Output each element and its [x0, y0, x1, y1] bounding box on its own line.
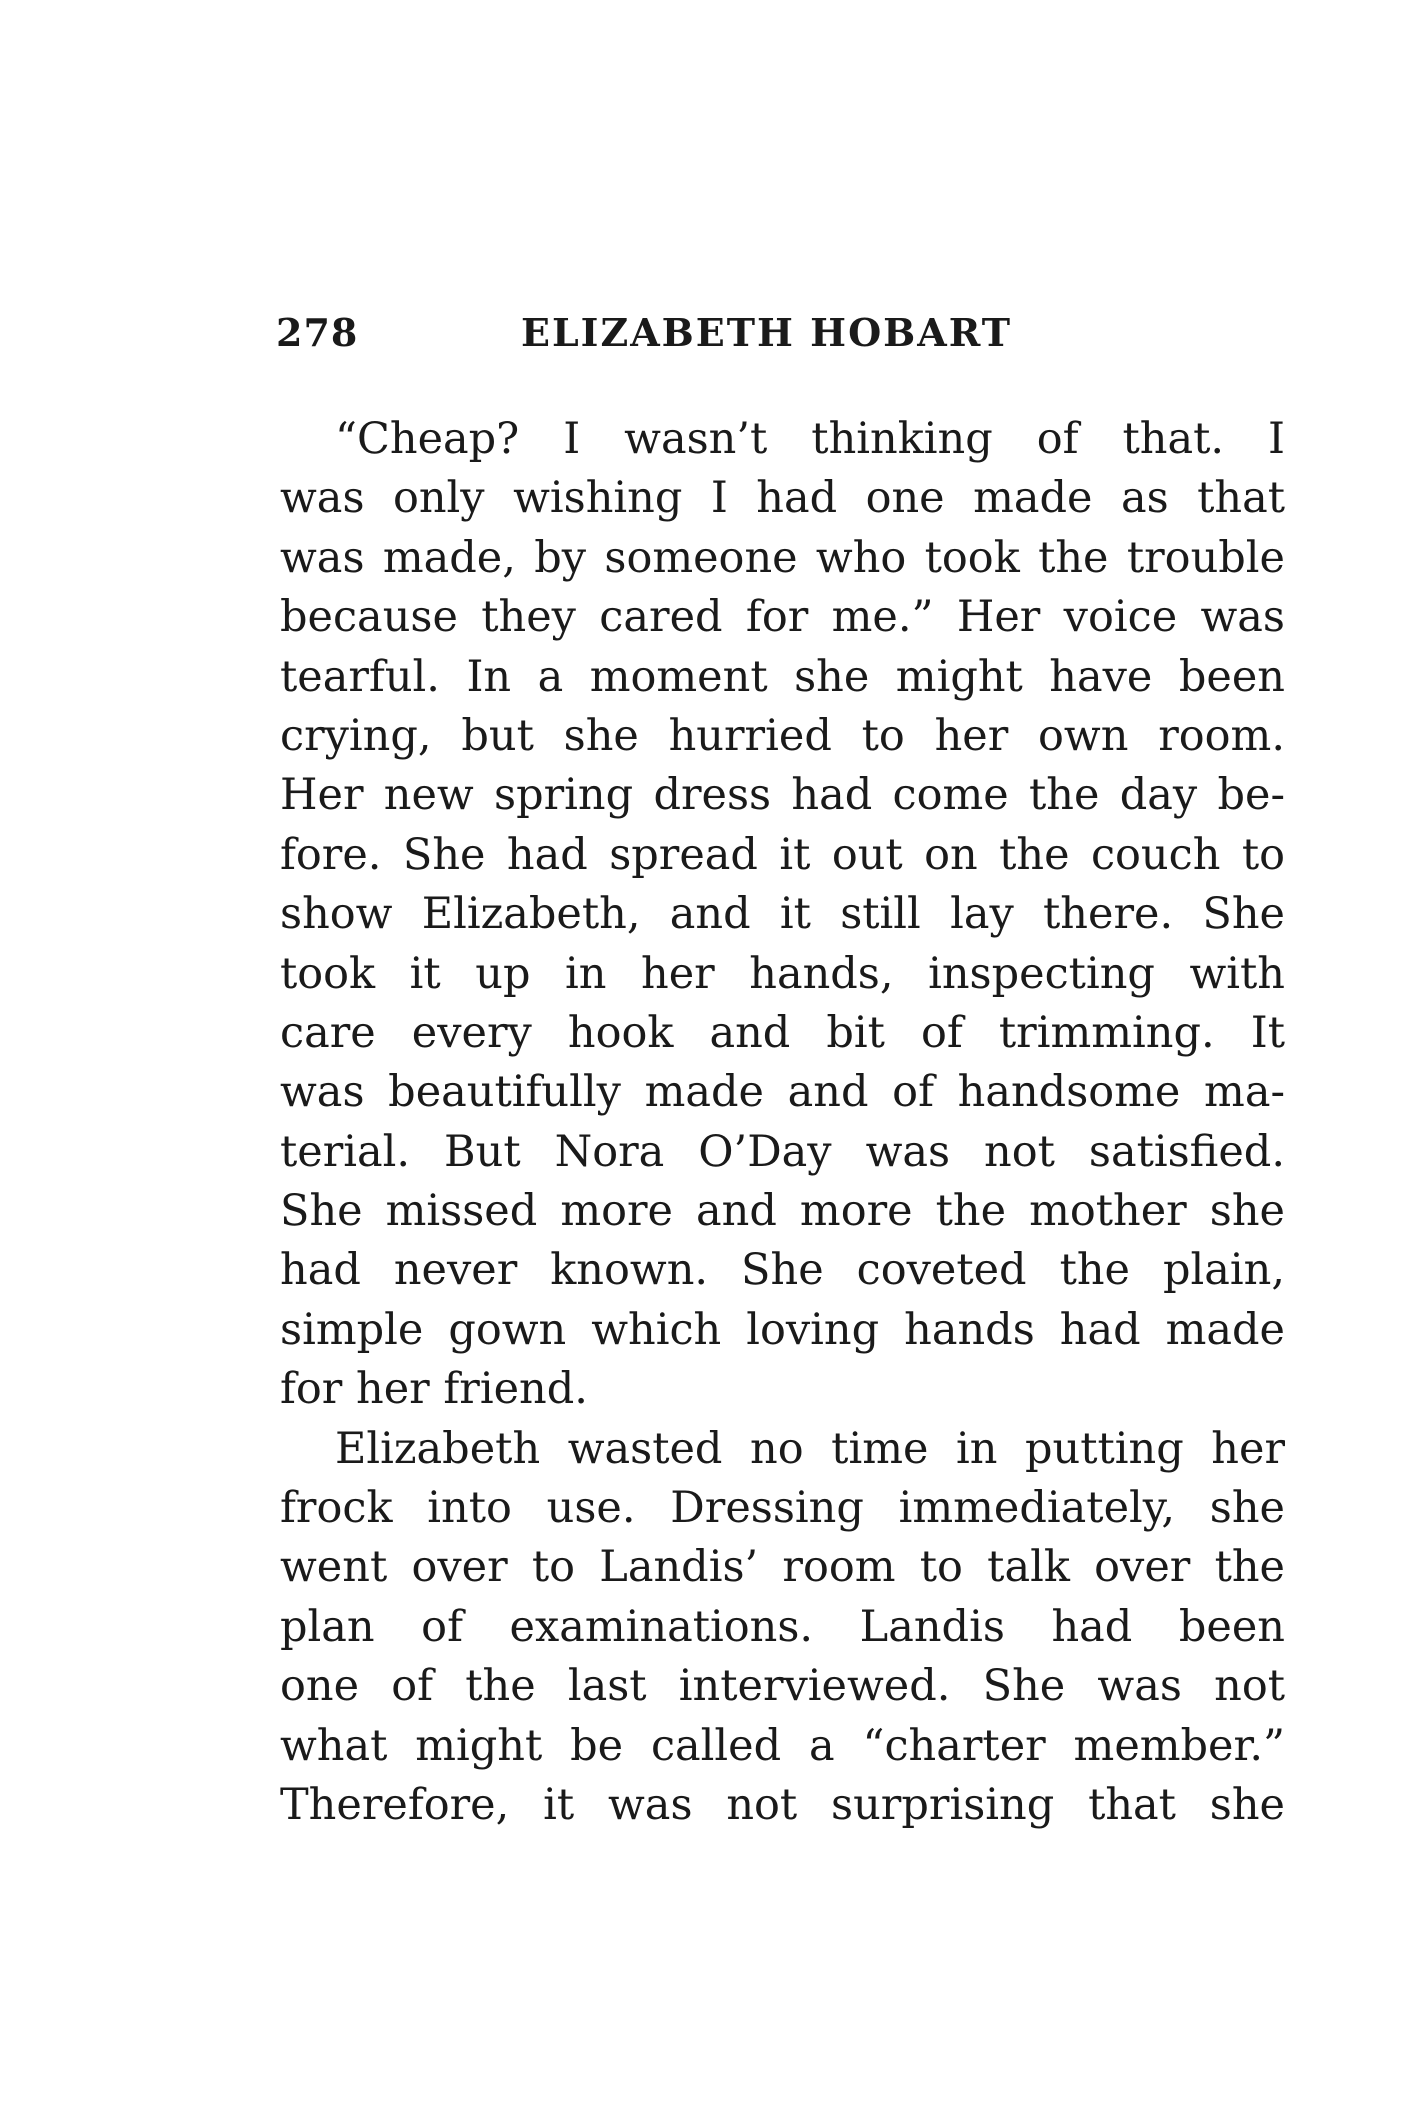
running-head [276, 308, 1286, 358]
text-line: what might be called a “charter member.” [280, 1720, 1285, 1771]
text-line: was beautifully made and of handsome ma- [280, 1067, 1285, 1118]
page-number: 278 [276, 310, 359, 355]
text-line: terial. But Nora O’Day was not satisfied. [280, 1126, 1285, 1177]
text-line: was made, by someone who took the trouble [280, 532, 1285, 583]
text-line: crying, but she hurried to her own room. [280, 710, 1285, 761]
text-line: fore. She had spread it out on the couch to [280, 829, 1285, 880]
text-line: care every hook and bit of trimming. It [280, 1007, 1285, 1058]
text-line: Therefore, it was not surprising that she [280, 1779, 1285, 1830]
text-line: one of the last interviewed. She was not [280, 1661, 1285, 1712]
running-title: ELIZABETH HOBART [521, 310, 1012, 355]
text-line: took it up in her hands, inspecting with [280, 948, 1285, 999]
text-line: simple gown which loving hands had made [280, 1304, 1285, 1355]
text-line: tearful. In a moment she might have been [280, 651, 1285, 702]
text-line: show Elizabeth, and it still lay there. She [280, 889, 1285, 940]
text-line: had never known. She coveted the plain, [280, 1245, 1285, 1296]
text-line: “Cheap? I wasn’t thinking of that. I [335, 414, 1285, 464]
text-line: plan of examinations. Landis had been [280, 1601, 1285, 1652]
text-line: Her new spring dress had come the day be- [280, 770, 1285, 821]
text-line: because they cared for me.” Her voice was [280, 592, 1285, 643]
text-line: went over to Landis’ room to talk over the [280, 1542, 1285, 1593]
text-line: frock into use. Dressing immediately, she [280, 1483, 1285, 1534]
body-text [280, 410, 1285, 1835]
text-line: She missed more and more the mother she [280, 1186, 1285, 1237]
text-line: for her friend. [280, 1364, 588, 1415]
text-line: Elizabeth wasted no time in putting her [335, 1423, 1285, 1474]
text-line: was only wishing I had one made as that [280, 473, 1285, 524]
